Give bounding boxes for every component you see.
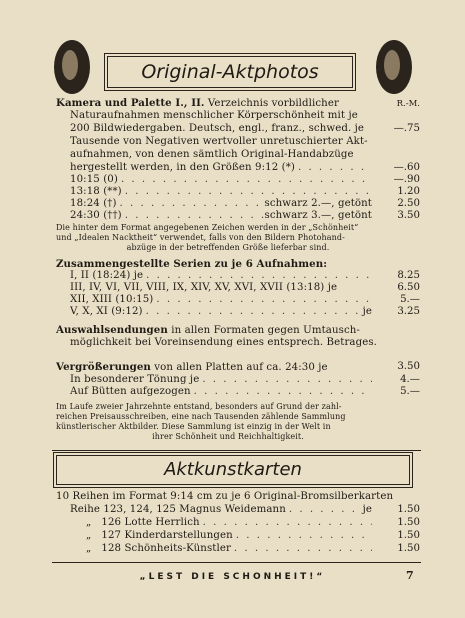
s1-line5: aufnahmen, von denen sämtlich Original-Handabzüge bbox=[70, 149, 354, 160]
leader-dots bbox=[199, 374, 372, 386]
divider bbox=[52, 562, 421, 563]
s5-line1: 10 Reihen im Format 9:14 cm zu je 6 Original-Bromsilberkarten bbox=[56, 491, 394, 502]
title-original-aktphotos: Original-Aktphotos bbox=[107, 56, 353, 88]
s5-row bbox=[86, 530, 372, 542]
s2-row: III, IV, VI, VII, VIII, IX, XIV, XV, XVI, XVII (13:18) je bbox=[70, 282, 338, 293]
row-label: Reihe 123, 124, 125 Magnus Weidemann bbox=[70, 504, 286, 515]
s4-note3: künstlerischer Aktbilder. Diese Sammlung ist einzig in der Welt in bbox=[56, 422, 331, 431]
row-label: 10:15 (0) bbox=[70, 174, 118, 185]
title-aktkunstkarten: Aktkunstkarten bbox=[56, 455, 410, 485]
row-price: 2.50 bbox=[397, 198, 420, 209]
leader-dots bbox=[295, 162, 372, 174]
row-price: 1.50 bbox=[397, 543, 420, 554]
s1-heading: Kamera und Palette I., II. bbox=[56, 97, 205, 109]
row-label: „ 128 Schönheits-Künstler bbox=[86, 543, 231, 554]
s4-note4: ihrer Schönheit und Reichhaltigkeit. bbox=[152, 432, 304, 441]
row-price: 5.— bbox=[400, 294, 420, 305]
footer-slogan: „LEST DIE SCHONHEIT!“ bbox=[139, 572, 326, 582]
s2-heading: Zusammengestellte Serien zu je 6 Aufnahmen: bbox=[56, 258, 328, 270]
leader-dots bbox=[122, 186, 372, 198]
row-label: V, X, XI (9:12) bbox=[70, 306, 143, 317]
medallion-right-icon bbox=[376, 40, 412, 94]
row-price: 1.50 bbox=[397, 530, 420, 541]
s1-note2: und „Idealen Nacktheit“ verwendet, falls von den Bildern Photohand- bbox=[56, 233, 345, 242]
row-price: 8.25 bbox=[397, 270, 420, 281]
s4-line1 bbox=[56, 361, 372, 374]
row-price: 5.— bbox=[400, 386, 420, 397]
row-label: 24:30 (††) bbox=[70, 210, 122, 221]
row-label: „ 127 Kinderdarstellungen bbox=[86, 530, 233, 541]
s1-line3: 200 Bildwiedergaben. Deutsch, engl., franz., schwed. je bbox=[70, 123, 365, 134]
s4-price1: 3.50 bbox=[397, 361, 420, 372]
s1-note3: abzüge in der betreffenden Größe lieferbar sind. bbox=[126, 243, 330, 252]
row-tail: schwarz 2.—, getönt bbox=[264, 198, 372, 209]
leader-dots bbox=[118, 174, 372, 186]
row-price: 3.50 bbox=[397, 210, 420, 221]
s2-row bbox=[70, 306, 372, 318]
s5-row bbox=[86, 517, 372, 529]
s1-price3: —.75 bbox=[393, 123, 420, 134]
row-price: 1.50 bbox=[397, 517, 420, 528]
row-price: 6.50 bbox=[397, 282, 420, 293]
divider bbox=[52, 450, 421, 451]
s1-row bbox=[70, 198, 372, 210]
s5-row bbox=[70, 504, 372, 516]
row-price: 3.25 bbox=[397, 306, 420, 317]
leader-dots bbox=[286, 504, 363, 516]
row-price: 4.— bbox=[400, 374, 420, 385]
s4-note2: reichen Preisausschreiben, eine nach Tausenden zählende Sammlung bbox=[56, 412, 346, 421]
leader-dots bbox=[233, 530, 372, 542]
leader-dots bbox=[122, 210, 265, 222]
leader-dots bbox=[117, 198, 265, 210]
row-label: Auf Bütten aufgezogen bbox=[70, 386, 191, 397]
s1-intro-rest: Verzeichnis vorbildlicher bbox=[204, 98, 339, 109]
row-price: 1.50 bbox=[397, 504, 420, 515]
rm-header: R.-M. bbox=[396, 99, 420, 109]
s5-row bbox=[86, 543, 372, 555]
s4-heading: Vergrößerungen bbox=[56, 361, 151, 373]
row-tail: je bbox=[362, 504, 372, 515]
row-label: 13:18 (**) bbox=[70, 186, 122, 197]
leader-dots bbox=[191, 386, 372, 398]
s1-price6: —.60 bbox=[393, 162, 420, 173]
s1-line2: Naturaufnahmen menschlicher Körperschönheit mit je bbox=[70, 110, 358, 121]
s4-rest: von allen Platten auf ca. 24:30 je bbox=[150, 362, 328, 373]
medallion-left-icon bbox=[54, 40, 90, 94]
leader-dots bbox=[143, 270, 372, 282]
row-label: „ 126 Lotte Herrlich bbox=[86, 517, 200, 528]
s1-note1: Die hinter dem Format angegebenen Zeichen werden in der „Schönheit“ bbox=[56, 223, 359, 232]
s1-row bbox=[70, 186, 372, 198]
s1-row bbox=[70, 174, 372, 186]
s3-heading: Auswahlsendungen bbox=[56, 324, 168, 336]
s1-line6 bbox=[70, 162, 372, 174]
s3-line2: möglichkeit bei Voreinsendung eines entsprech. Betrages. bbox=[70, 337, 378, 348]
s2-row bbox=[70, 294, 372, 306]
leader-dots bbox=[231, 543, 372, 555]
s3-rest: in allen Formaten gegen Umtausch- bbox=[167, 325, 360, 336]
s4-row bbox=[70, 374, 372, 386]
row-label: 18:24 (†) bbox=[70, 198, 117, 209]
row-price: 1.20 bbox=[397, 186, 420, 197]
s1-line4: Tausende von Negativen wertvoller unretuschierter Akt- bbox=[70, 136, 368, 147]
row-tail: schwarz 3.—, getönt bbox=[264, 210, 372, 221]
s1-line1 bbox=[56, 97, 372, 110]
leader-dots bbox=[143, 306, 363, 318]
row-label: XII, XIII (10:15) bbox=[70, 294, 154, 305]
row-tail: je bbox=[362, 306, 372, 317]
leader-dots bbox=[153, 294, 372, 306]
row-label: I, II (18:24) je bbox=[70, 270, 144, 281]
s2-row bbox=[70, 270, 372, 282]
page-number: 7 bbox=[406, 569, 414, 582]
s1-line6-label: hergestellt werden, in den Größen 9:12 (*) bbox=[70, 162, 295, 173]
leader-dots bbox=[200, 517, 372, 529]
s4-note1: Im Laufe zweier Jahrzehnte entstand, besonders auf Grund der zahl- bbox=[56, 402, 342, 411]
row-price: —.90 bbox=[393, 174, 420, 185]
s3-line1 bbox=[56, 324, 386, 337]
s4-row bbox=[70, 386, 372, 398]
s1-row bbox=[70, 210, 372, 222]
row-label: In besonderer Tönung je bbox=[70, 374, 200, 385]
